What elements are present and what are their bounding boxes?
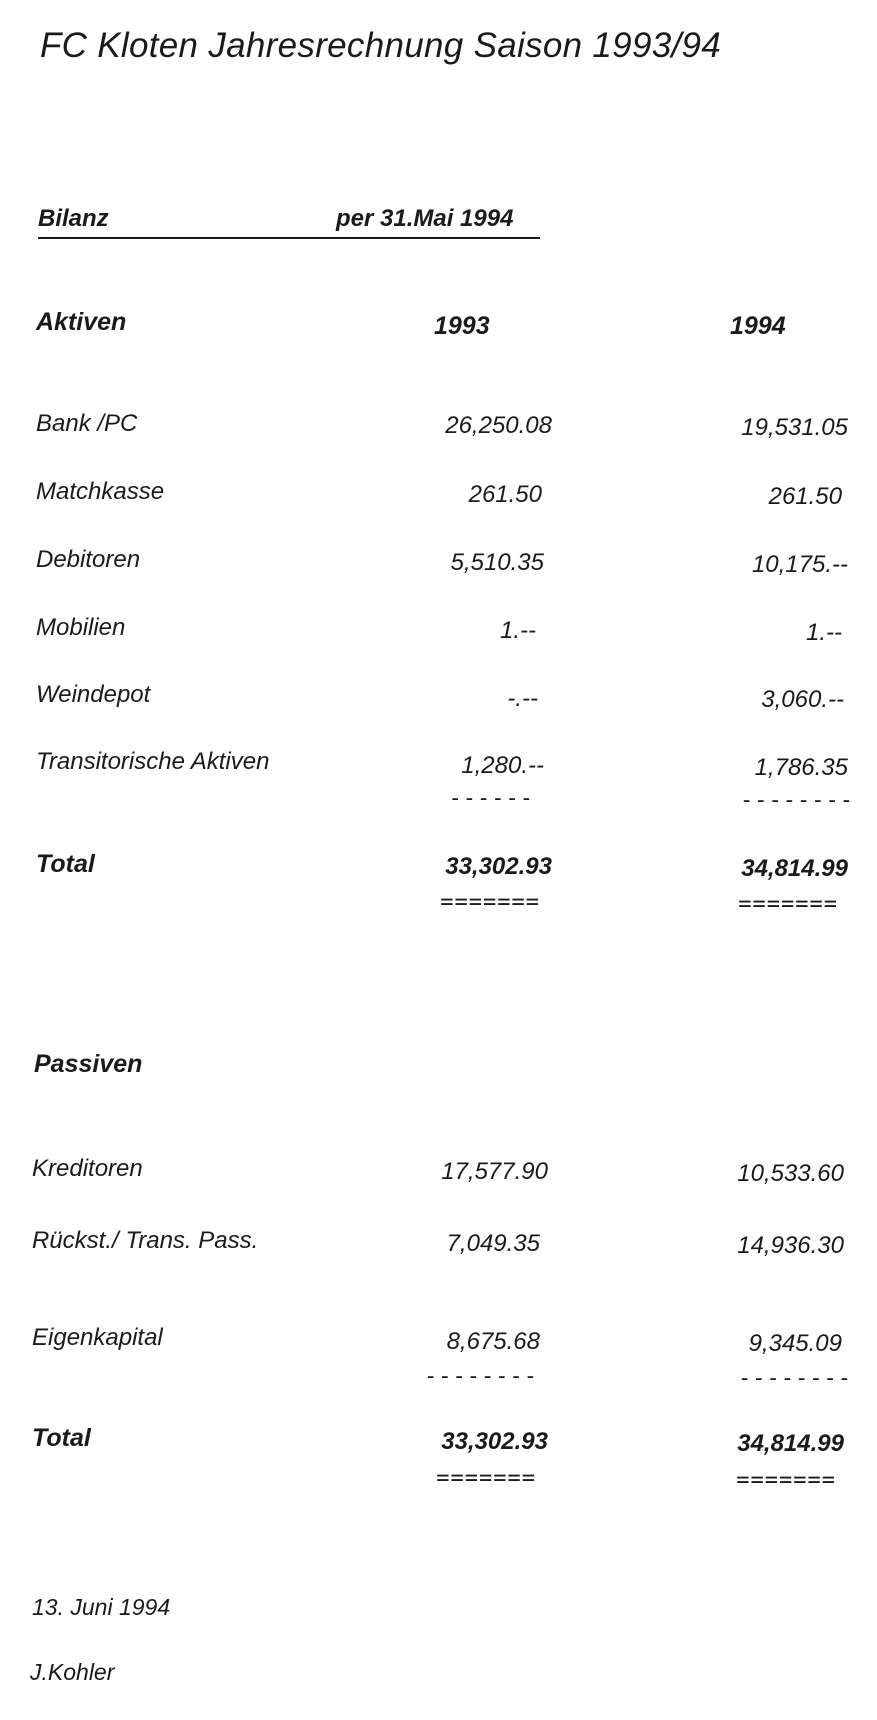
passiven-heading: Passiven (34, 1050, 143, 1078)
passiven-row-1993: 17,577.90 (441, 1158, 548, 1185)
bilanz-header (38, 205, 540, 239)
subtotal-rule-1993: ------ (448, 786, 534, 811)
aktiven-row-label: Transitorische Aktiven (36, 748, 270, 775)
double-rule-1994: ======= (736, 1468, 836, 1493)
aktiven-total-1994: 34,814.99 (741, 855, 848, 882)
aktiven-row-label: Bank /PC (36, 410, 138, 437)
passiven-row-label: Kreditoren (32, 1155, 143, 1182)
aktiven-row-label: Mobilien (36, 614, 126, 641)
aktiven-row-1993: 5,510.35 (450, 549, 544, 576)
subtotal-rule-1994: -------- (740, 788, 854, 813)
year-1994-header: 1994 (730, 312, 786, 340)
passiven-total-label: Total (32, 1424, 91, 1452)
double-rule-1993: ======= (436, 1466, 536, 1491)
aktiven-row-1994: 3,060.-- (761, 686, 844, 713)
bilanz-label: Bilanz (38, 205, 109, 232)
document-title: FC Kloten Jahresrechnung Saison 1993/94 (40, 26, 722, 65)
aktiven-row-1993: 1.-- (500, 617, 536, 644)
passiven-row-1993: 8,675.68 (446, 1328, 540, 1355)
aktiven-heading: Aktiven (36, 308, 127, 336)
aktiven-total-label: Total (36, 850, 95, 878)
aktiven-row-1994: 10,175.-- (751, 551, 848, 578)
subtotal-rule-1994: -------- (738, 1366, 852, 1391)
passiven-row-1994: 10,533.60 (737, 1160, 844, 1187)
aktiven-row-1993: -.-- (507, 685, 538, 712)
passiven-row-1994: 9,345.09 (748, 1330, 842, 1357)
passiven-row-label: Rückst./ Trans. Pass. (32, 1227, 259, 1254)
aktiven-row-label: Matchkasse (36, 478, 165, 505)
passiven-row-label: Eigenkapital (32, 1324, 163, 1351)
double-rule-1994: ======= (738, 892, 838, 917)
footer-signature: J.Kohler (30, 1659, 115, 1685)
aktiven-total-1993: 33,302.93 (445, 853, 552, 880)
aktiven-row-1994: 261.50 (768, 483, 842, 510)
subtotal-rule-1993: -------- (424, 1364, 538, 1389)
aktiven-row-1993: 26,250.08 (445, 412, 552, 439)
double-rule-1993: ======= (440, 890, 540, 915)
aktiven-row-label: Debitoren (36, 546, 141, 573)
bilanz-date: per 31.Mai 1994 (336, 205, 514, 232)
passiven-total-1993: 33,302.93 (441, 1428, 548, 1455)
aktiven-row-1994: 1,786.35 (754, 754, 848, 781)
aktiven-row-label: Weindepot (36, 681, 151, 708)
aktiven-row-1993: 261.50 (468, 481, 542, 508)
aktiven-row-1993: 1,280.-- (461, 752, 544, 779)
aktiven-row-1994: 1.-- (806, 619, 842, 646)
passiven-row-1994: 14,936.30 (737, 1232, 844, 1259)
passiven-row-1993: 7,049.35 (446, 1230, 540, 1257)
aktiven-row-1994: 19,531.05 (741, 414, 848, 441)
year-1993-header: 1993 (434, 312, 490, 340)
passiven-total-1994: 34,814.99 (737, 1430, 844, 1457)
footer-date: 13. Juni 1994 (32, 1594, 171, 1620)
